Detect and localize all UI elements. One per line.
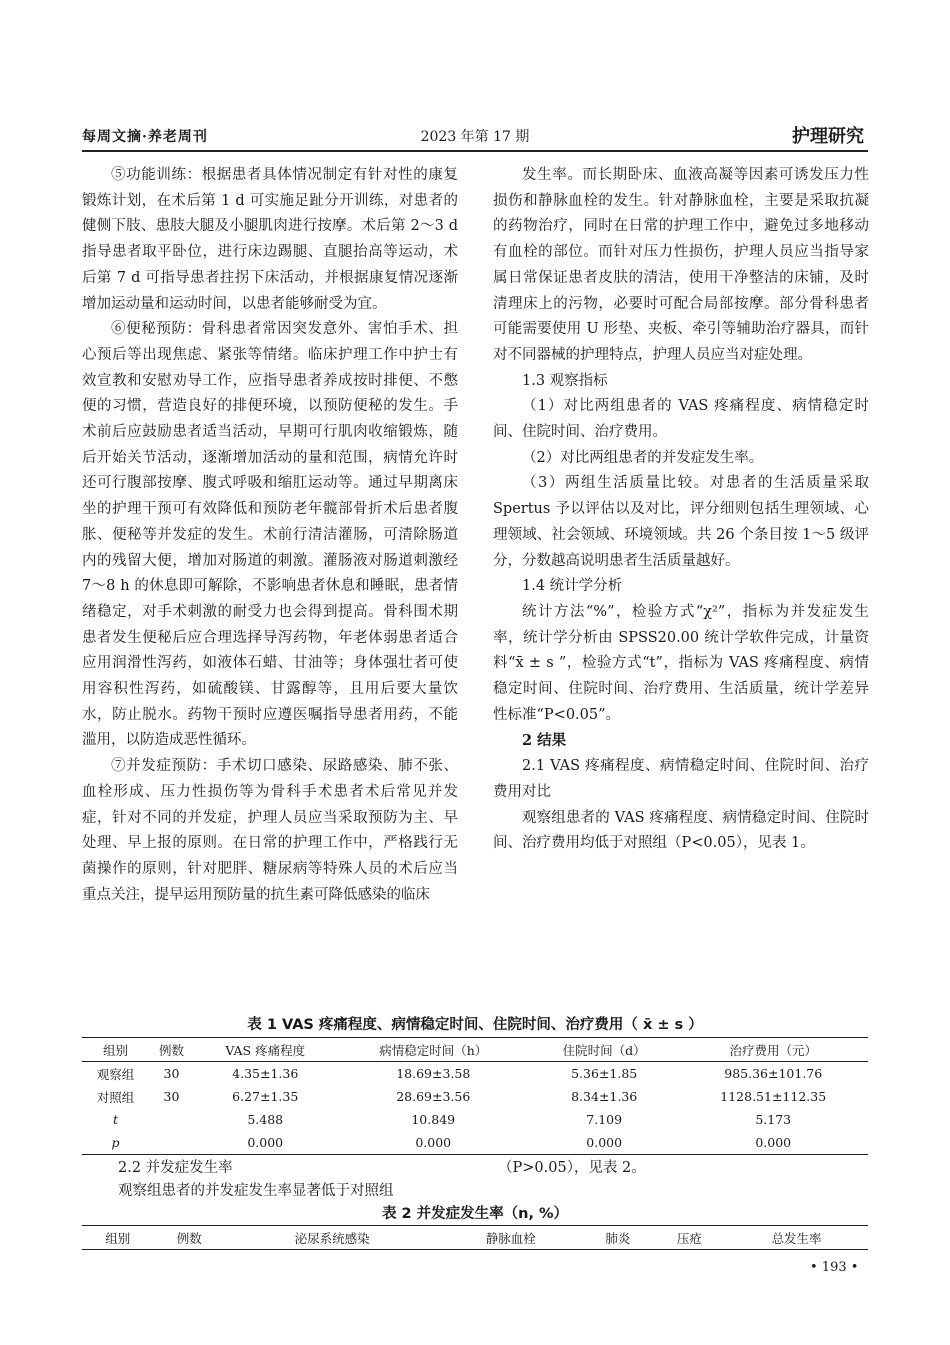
paragraph-indicator-1: （1）对比两组患者的 VAS 疼痛程度、病情稳定时间、住院时间、治疗费用。 — [493, 398, 869, 441]
table-cell — [149, 1108, 194, 1131]
table-cell: 5.488 — [247, 1112, 284, 1127]
paragraph-complication-prevention: ⑦并发症预防：手术切口感染、尿路感染、肺不张、血栓形成、压力性损伤等为骨科手术患者术后常见并发症，针对不同的并发症，护理人员应当采取预防为主、早处理、早上报的原则。在日常的护理工作中，严格践行无菌操作的原则，针对肥胖、糖尿病等特殊人员的术后应当重点关注，提早运用预防量的抗生素可降低感染的临床 — [82, 758, 458, 903]
table1-header-cell: 治疗费用（元） — [678, 1038, 868, 1062]
paragraph-functional-training: ⑤功能训练：根据患者具体情况制定有针对性的康复锻炼计划，在术后第 1 d 可实施足趾分开训练，对患者的健侧下肢、患肢大腿及小腿肌肉进行按摩。术后第 2～3 d 指导患者取平卧位，进行床边踢腿、直腿抬高等运动，术后第 7 d 可指导患者拄拐下床活动，并根据康复情况逐渐增加运动量和运动时间，以患者能够耐受为宜。 — [82, 167, 458, 312]
table1-header-cell: 住院时间（d） — [530, 1038, 679, 1062]
table-row — [82, 1131, 868, 1155]
table-cell: 对照组 — [96, 1089, 135, 1105]
paragraph-indicator-3: （3）两组生活质量比较。对患者的生活质量采取 Spertus 予以评估以及对比，评分细则包括生理领域、心理领域、社会领域、环境领域。共 26 个条目按 1～5 级评分，分数越高说明患者生活质量越好。 — [493, 475, 869, 569]
header-rule — [82, 150, 868, 152]
table1-header-cell: 病情稳定时间（h） — [337, 1038, 530, 1062]
table-cell: 4.35±1.36 — [232, 1066, 299, 1081]
table-cell: 0.000 — [678, 1131, 868, 1155]
table-cell: 5.36±1.85 — [571, 1066, 638, 1081]
table-cell: 6.27±1.35 — [232, 1089, 299, 1104]
table2 — [82, 1225, 868, 1250]
table-cell: 5.173 — [755, 1112, 792, 1127]
table2-header-row — [82, 1226, 868, 1250]
table-cell: 985.36±101.76 — [724, 1066, 823, 1081]
paragraph-constipation-prevention: ⑥便秘预防：骨科患者常因突发意外、害怕手术、担心预后等出现焦虑、紧张等情绪。临床护理工作中护士有效宣教和安慰劝导工作，应指导患者养成按时排便、不憋便的习惯，营造良好的排便环境，以预防便秘的发生。手术前后应鼓励患者适当活动，早期可行肌肉收缩锻炼，随后开始关节活动，逐渐增加活动的量和范围，病情允许时还可行腹部按摩、腹式呼吸和缩肛运动等。通过早期离床坐的护理干预可有效降低和预防老年髋部骨折术后患者腹胀、便秘等并发症的发生。术前行清洁灌肠，可清除肠道内的残留大便，增加对肠道的刺激。灌肠液对肠道刺激经 7～8 h 的休息即可解除，不影响患者休息和睡眠，患者情绪稳定，对手术刺激的耐受力也会得到提高。骨科围术期患者发生便秘后应合理选择导泻药物，年老体弱患者适合应用润滑性泻药，如液体石蜡、甘油等；身体强壮者可使用容积性泻药，如硫酸镁、甘露醇等，且用后要大量饮水，防止脱水。药物干预时应遵医嘱指导患者用药，不能滥用，以防造成恶性循环。 — [82, 321, 458, 749]
table2-caption: 表 2 并发症发生率（n, %） — [381, 1206, 569, 1222]
table-cell: 0.000 — [194, 1131, 337, 1155]
table-cell: 8.34±1.36 — [571, 1089, 638, 1104]
journal-name: 每周文摘·养老周刊 — [82, 129, 208, 145]
table1-header-cell: VAS 疼痛程度 — [194, 1038, 337, 1062]
page-header — [82, 124, 868, 150]
table-cell: 0.000 — [530, 1131, 679, 1155]
left-column — [82, 163, 458, 908]
paragraph-2-2-left: 观察组患者的并发症发生率显著低于对照组 — [118, 1183, 394, 1199]
table1-header-cell: 组别 — [82, 1038, 149, 1062]
paragraph-continued: 发生率。而长期卧床、血液高凝等因素可诱发压力性损伤和静脉血栓的发生。针对静脉血栓，主要是采取抗凝的药物治疗，同时在日常的护理工作中，避免过多地移动有血栓的部位。而针对压力性损伤，护理人员应当指导家属日常保证患者皮肤的清洁，使用干净整洁的床铺，及时清理床上的污物，必要时可配合局部按摩。部分骨科患者可能需要使用 U 形垫、夹板、牵引等辅助治疗器具，而针对不同器械的护理特点，护理人员应当对症处理。 — [493, 167, 869, 363]
heading-2-2: 2.2 并发症发生率 — [118, 1160, 233, 1176]
table-cell: 0.000 — [337, 1131, 530, 1155]
heading-results: 2 结果 — [522, 732, 567, 750]
table-cell: 1128.51±112.35 — [720, 1089, 827, 1104]
table2-header-cell: 压疮 — [654, 1226, 725, 1250]
table-row — [82, 1085, 868, 1108]
right-column — [493, 163, 869, 857]
table1 — [82, 1037, 868, 1155]
table-cell: p — [82, 1131, 149, 1155]
section-title: 护理研究 — [792, 126, 864, 147]
heading-1-3: 1.3 观察指标 — [522, 372, 608, 389]
table2-header-cell: 总发生率 — [725, 1226, 868, 1250]
table-row — [82, 1108, 868, 1131]
table-cell: 30 — [163, 1089, 180, 1104]
table-cell: 30 — [163, 1066, 180, 1081]
table-cell: 10.849 — [411, 1112, 456, 1127]
table-cell: 28.69±3.56 — [396, 1089, 471, 1104]
table1-header-row — [82, 1038, 868, 1062]
table-cell: 观察组 — [96, 1066, 135, 1082]
heading-2-1: 2.1 VAS 疼痛程度、病情稳定时间、住院时间、治疗费用对比 — [493, 758, 869, 800]
heading-1-4: 1.4 统计学分析 — [522, 578, 623, 595]
paragraph-2-2-right: （P>0.05），见表 2。 — [498, 1160, 646, 1176]
table-cell: t — [113, 1112, 119, 1127]
table2-header-cell: 肺炎 — [582, 1226, 653, 1250]
paragraph-statistics: 统计方法“%”，检验方式“χ²”，指标为并发症发生率，统计学分析由 SPSS20.00 统计学软件完成，计量资料“x̄ ± s ”，检验方式“t”，指标为 VAS 疼痛程度、病情稳定时间、住院时间、治疗费用、生活质量，统计学差异性标准“P<0.05”。 — [493, 603, 869, 723]
table-cell: 18.69±3.58 — [396, 1066, 471, 1081]
paragraph-indicator-2: （2）对比两组患者的并发症发生率。 — [522, 449, 764, 466]
table1-caption: 表 1 VAS 疼痛程度、病情稳定时间、住院时间、治疗费用（ x̄ ± s ） — [247, 1017, 703, 1033]
issue-label: 2023 年第 17 期 — [420, 129, 530, 145]
table2-header-cell: 静脉血栓 — [439, 1226, 582, 1250]
table1-header-cell: 例数 — [149, 1038, 194, 1062]
table2-header-cell: 泌尿系统感染 — [225, 1226, 439, 1250]
table2-header-cell: 组别 — [82, 1226, 153, 1250]
table2-header-cell: 例数 — [153, 1226, 224, 1250]
table-cell: 7.109 — [586, 1112, 623, 1127]
paragraph-results-2-1: 观察组患者的 VAS 疼痛程度、病情稳定时间、住院时间、治疗费用均低于对照组（P<0.05），见表 1。 — [493, 809, 869, 852]
table-cell — [149, 1131, 194, 1155]
page-number: • 193 • — [810, 1260, 859, 1275]
table-row — [82, 1062, 868, 1086]
